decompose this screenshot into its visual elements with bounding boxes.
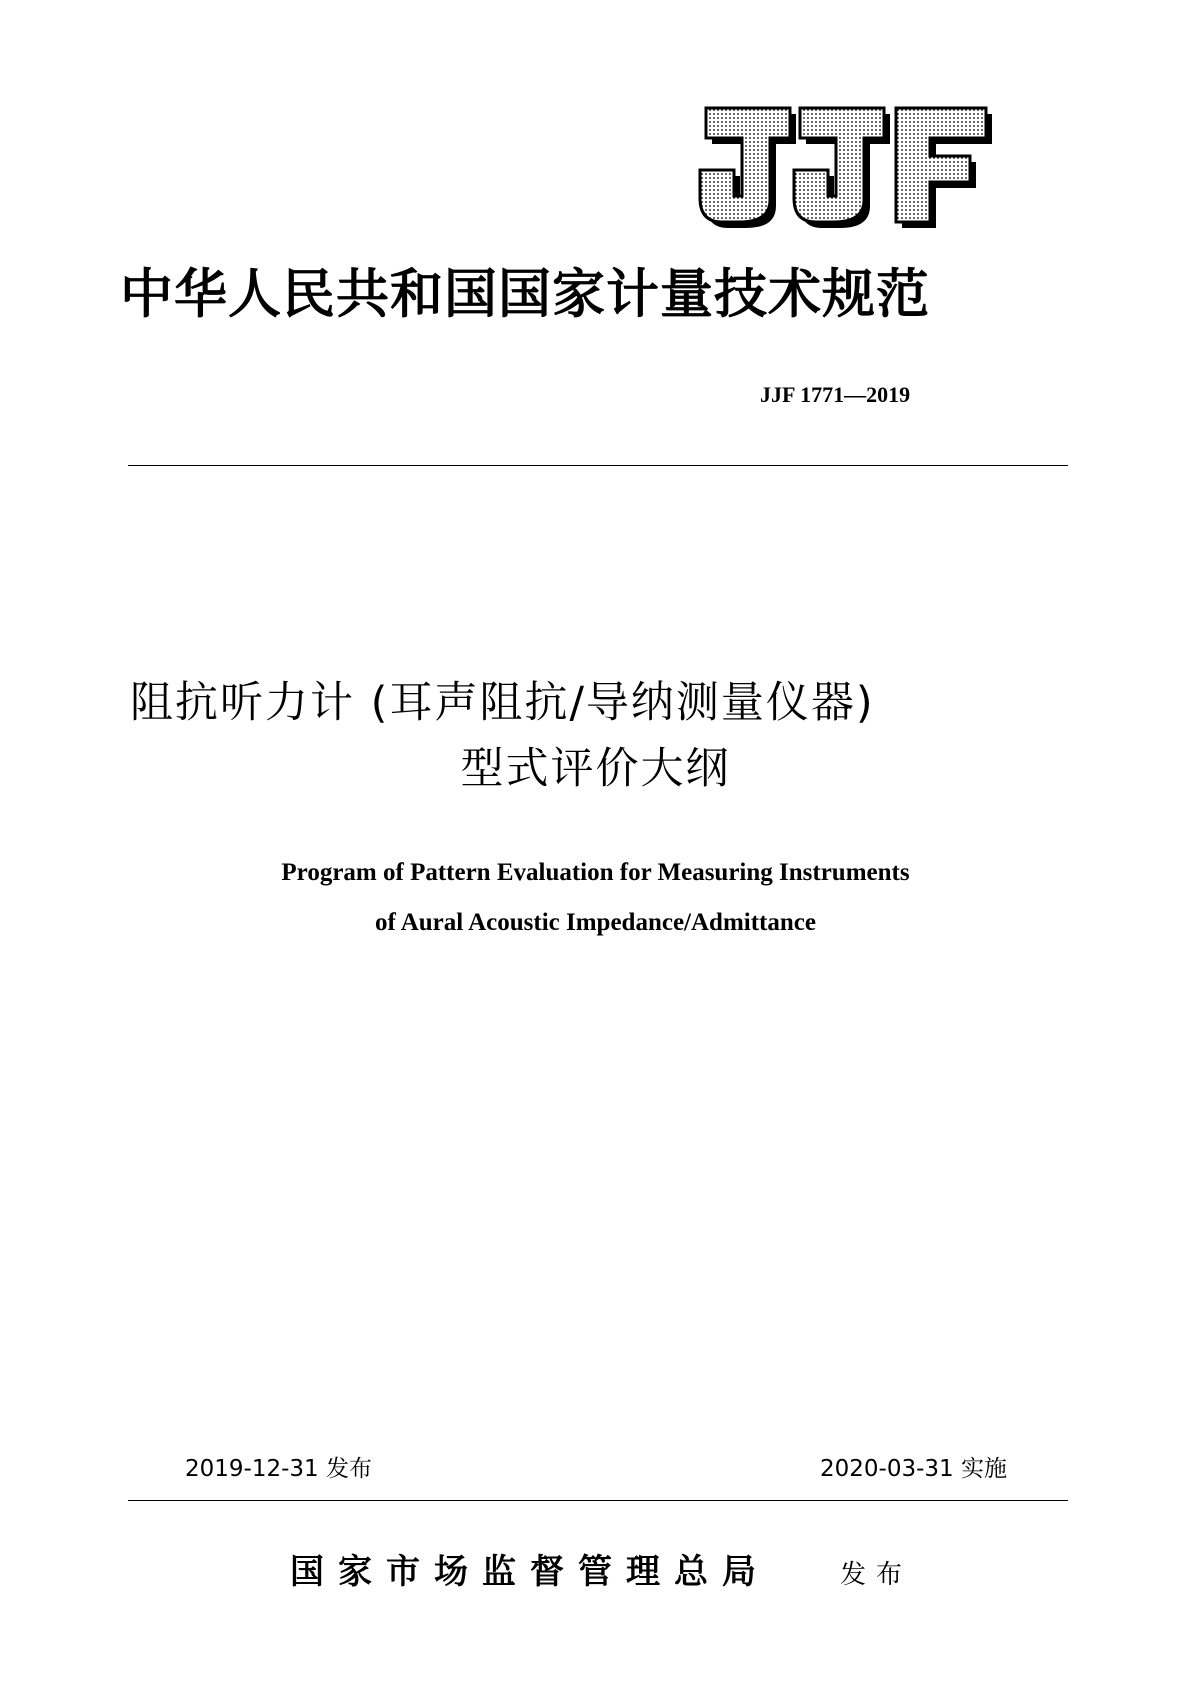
title-en-line1: Program of Pattern Evaluation for Measuring Instruments xyxy=(281,859,910,886)
publisher-suffix: 发布 xyxy=(840,1560,913,1590)
standard-code: JJF 1771—2019 xyxy=(760,382,911,407)
title-zh-line2: 型式评价大纲 xyxy=(460,744,731,794)
publisher: 国家市场监督管理总局 xyxy=(290,1552,770,1592)
title-zh-line1: 阻抗听力计 (耳声阻抗/导纳测量仪器) xyxy=(130,678,875,728)
issue-date: 2019-12-31 发布 xyxy=(185,1456,372,1482)
bottom-divider xyxy=(128,1500,1068,1501)
title-en-line2: of Aural Acoustic Impedance/Admittance xyxy=(375,909,816,936)
jjf-logo xyxy=(696,100,996,228)
top-divider xyxy=(128,465,1068,466)
spec-title: 中华人民共和国国家计量技术规范 xyxy=(120,264,930,325)
implement-date: 2020-03-31 实施 xyxy=(820,1456,1007,1482)
